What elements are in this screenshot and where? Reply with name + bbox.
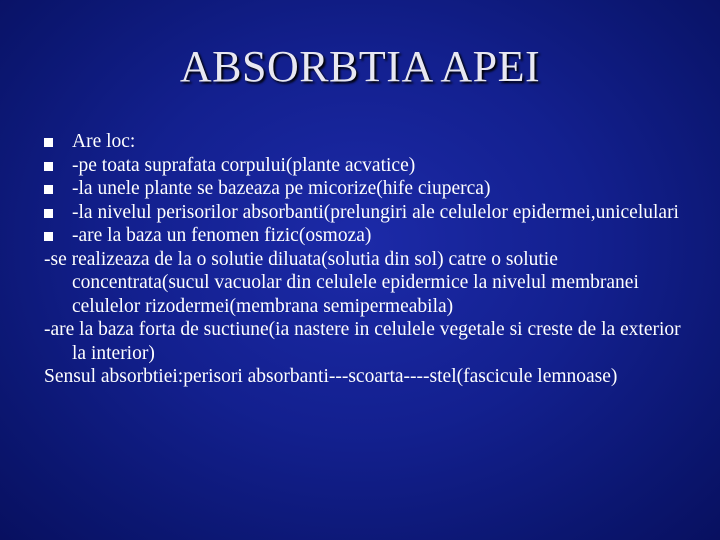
list-item	[44, 177, 684, 201]
list-item-text: -la unele plante se bazeaza pe micorize(hife ciuperca)	[72, 178, 491, 199]
paragraph-text: Sensul absorbtiei:perisori absorbanti---scoarta----stel(fascicule lemnoase)	[44, 366, 618, 387]
paragraph	[44, 365, 684, 389]
list-item	[44, 154, 684, 178]
list-item-text: -are la baza un fenomen fizic(osmoza)	[72, 225, 372, 246]
paragraph	[44, 248, 684, 319]
paragraph	[44, 318, 684, 365]
list-item	[44, 201, 684, 225]
square-bullet-icon	[44, 138, 53, 147]
slide-title: ABSORBTIA APEI	[179, 42, 541, 91]
list-item-text: -pe toata suprafata corpului(plante acvatice)	[72, 154, 416, 176]
list-item	[44, 224, 684, 248]
square-bullet-icon	[44, 209, 53, 218]
square-bullet-icon	[44, 162, 53, 171]
slide-content	[44, 130, 684, 389]
list-item-text: -la nivelul perisorilor absorbanti(prelungiri ale celulelor epidermei,unicelulari	[72, 201, 679, 223]
list-item-text: Are loc:	[72, 131, 136, 152]
square-bullet-icon	[44, 232, 53, 241]
paragraph-text: -se realizeaza de la o solutie diluata(solutia din sol) catre o solutie concentrata(sucul vacuolar din celulele epidermice la nivelul membranei celulelor rizodermei(membrana semipermeabila)	[44, 248, 639, 317]
paragraph-text: -are la baza forta de suctiune(ia nastere in celulele vegetale si creste de la exterior la interior)	[44, 319, 681, 364]
list-item	[44, 130, 684, 154]
square-bullet-icon	[44, 185, 53, 194]
